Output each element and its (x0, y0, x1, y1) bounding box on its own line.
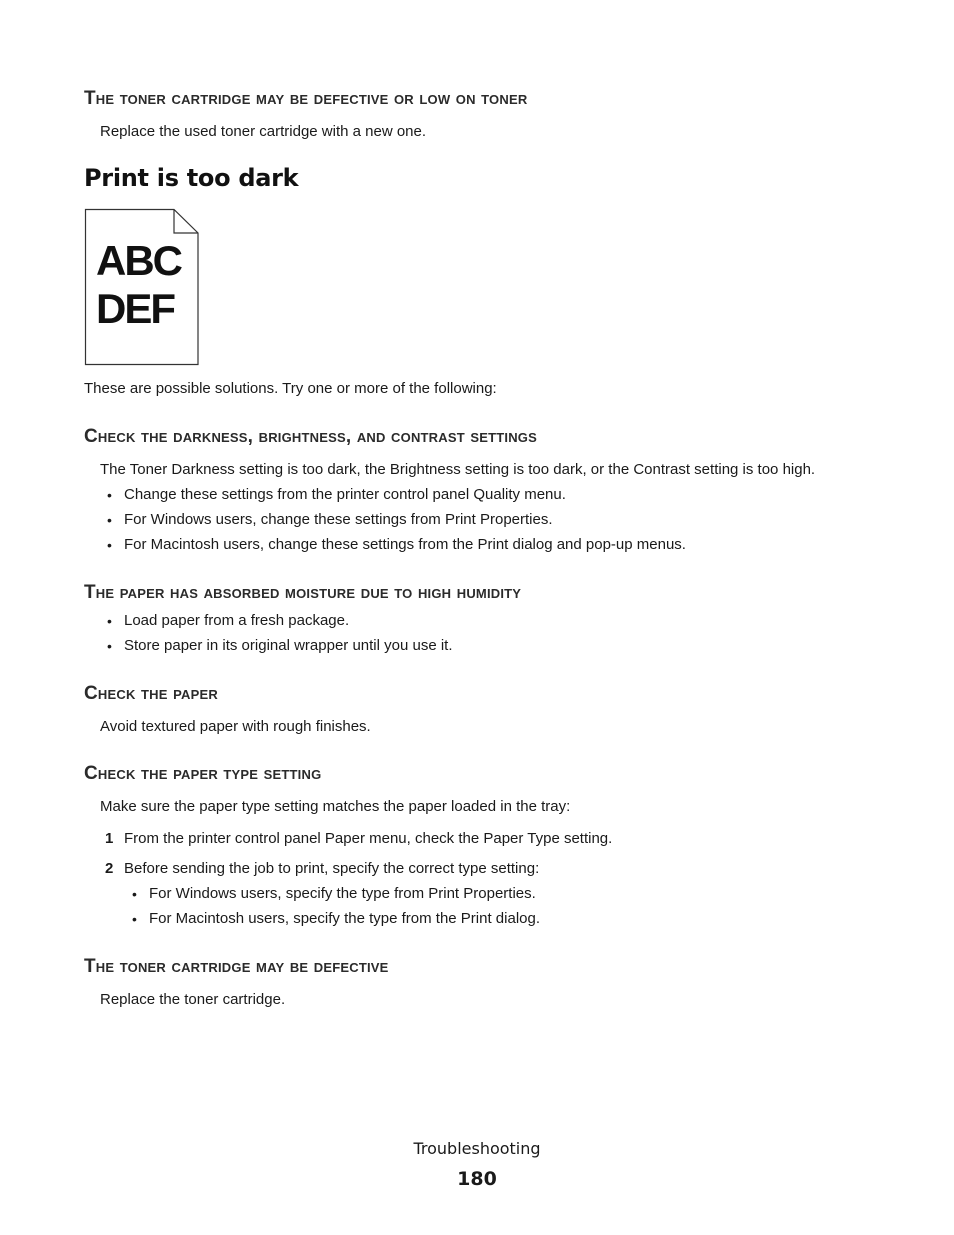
heading-check-paper-type: Check the paper type setting (84, 763, 322, 784)
text-check-paper: Avoid textured paper with rough finishes. (100, 718, 371, 735)
dark-print-illustration (84, 208, 200, 366)
text-check-darkness: The Toner Darkness setting is too dark, the Brightness setting is too dark, or the Contrast setting is too high. (100, 461, 816, 478)
intro-text: These are possible solutions. Try one or more of the following: (84, 380, 497, 397)
page-title: Print is too dark (84, 164, 299, 192)
footer-section-title: Troubleshooting (413, 1139, 541, 1158)
illustration-line-1: ABC (96, 237, 181, 284)
bullet-icon: • (132, 911, 137, 927)
heading-check-paper: Check the paper (84, 683, 218, 704)
bullet-icon: • (107, 487, 112, 503)
bullet-icon: • (107, 613, 112, 629)
page-number: 180 (457, 1168, 497, 1190)
bullet-icon: • (107, 537, 112, 553)
bullet-icon: • (107, 638, 112, 654)
illustration-line-2: DEF (96, 285, 174, 332)
bullet-icon: • (107, 512, 112, 528)
heading-check-darkness: Check the darkness, brightness, and contrast settings (84, 426, 537, 447)
text-check-paper-type: Make sure the paper type setting matches the paper loaded in the tray: (100, 798, 571, 815)
heading-toner-low: The toner cartridge may be defective or low on toner (84, 88, 528, 109)
text-toner-defective: Replace the toner cartridge. (100, 991, 286, 1008)
heading-paper-moisture: The paper has absorbed moisture due to high humidity (84, 582, 522, 603)
heading-toner-defective: The toner cartridge may be defective (84, 956, 389, 977)
text-toner-low: Replace the used toner cartridge with a new one. (100, 123, 427, 140)
bullet-icon: • (132, 886, 137, 902)
